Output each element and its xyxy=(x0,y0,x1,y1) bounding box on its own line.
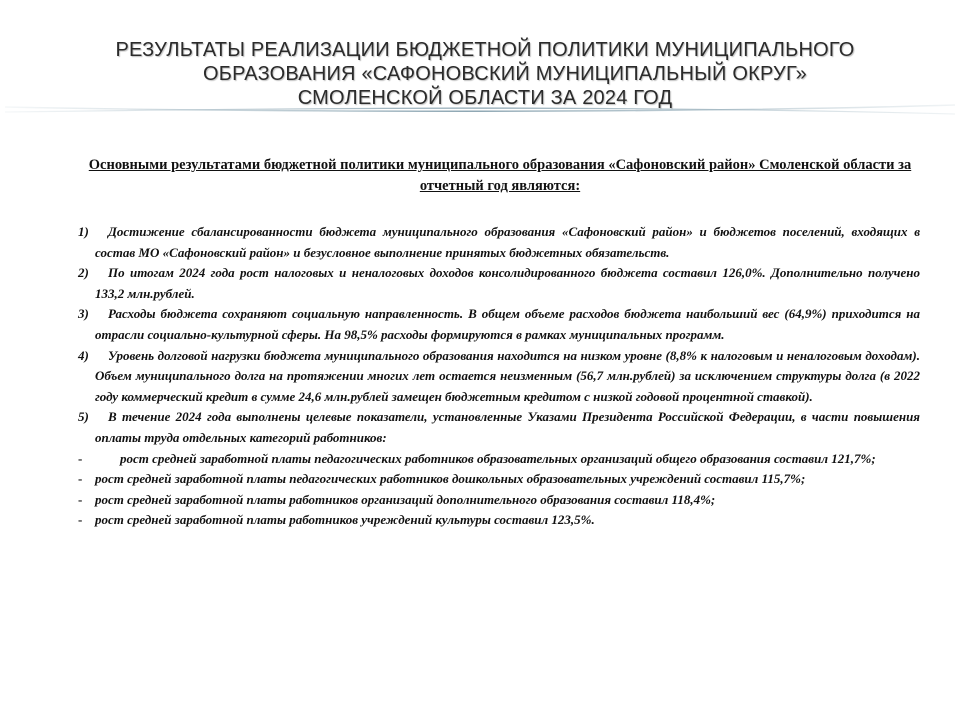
results-list xyxy=(78,222,920,531)
list-item xyxy=(78,407,920,448)
item-marker: - xyxy=(78,471,83,487)
slide-title xyxy=(60,38,910,110)
item-text: рост средней заработной платы педагогических работников дошкольных образовательных учреждений составил 115,7%; xyxy=(95,471,806,487)
item-marker: 5) xyxy=(78,409,89,425)
item-text: В течение 2024 года выполнены целевые показатели, установленные Указами Президента Российской Федерации, в части повышения оплаты труда отдельных категорий работников: xyxy=(95,409,920,445)
list-item xyxy=(78,469,920,490)
list-item xyxy=(78,490,920,511)
item-text: рост средней заработной платы педагогических работников образовательных организаций общего образования составил 121,7%; xyxy=(120,450,876,466)
item-marker: 1) xyxy=(78,224,89,239)
item-text: рост средней заработной платы работников организаций дополнительного образования составил 118,4%; xyxy=(95,491,716,507)
list-item xyxy=(78,263,920,304)
item-marker: 3) xyxy=(78,306,89,322)
list-item xyxy=(78,222,920,263)
item-marker: - xyxy=(78,512,83,528)
item-text: рост средней заработной платы работников учреждений культуры составил 123,5%. xyxy=(95,512,595,528)
list-item xyxy=(78,510,920,531)
title-line-3: СМОЛЕНСКОЙ ОБЛАСТИ ЗА 2024 ГОД xyxy=(297,87,673,109)
item-text: Расходы бюджета сохраняют социальную направленность. В общем объеме расходов бюджета наибольший вес (64,9%) приходится на отрасли социально-культурной сферы. На 98,5% расходы формируются в рамках муниципальных программ. xyxy=(95,306,920,342)
item-text: Уровень долговой нагрузки бюджета муниципального образования находится на низком уровне (8,8% к налоговым и неналоговым доходам). Объем муниципального долга на протяжении многих лет остается неизменным (56,7 млн.рублей) за исключением структуры долга (в 2022 году коммерческий кредит в сумме 24,6 млн.рублей замещен бюджетным кредитом с низкой годовой процентной ставкой). xyxy=(95,347,920,404)
title-line-2: ОБРАЗОВАНИЯ «САФОНОВСКИЙ МУНИЦИПАЛЬНЫЙ ОКРУГ» xyxy=(203,63,807,85)
item-text: По итогам 2024 года рост налоговых и неналоговых доходов консолидированного бюджета составил 126,0%. Дополнительно получено 133,2 млн.рублей. xyxy=(95,265,920,301)
item-marker: - xyxy=(78,491,83,507)
item-marker: 2) xyxy=(78,265,89,281)
title-line-1: РЕЗУЛЬТАТЫ РЕАЛИЗАЦИИ БЮДЖЕТНОЙ ПОЛИТИКИ МУНИЦИПАЛЬНОГО xyxy=(115,39,855,61)
item-marker: 4) xyxy=(78,347,89,363)
list-item xyxy=(78,449,920,470)
list-item xyxy=(78,346,920,408)
title-divider xyxy=(5,103,955,117)
subtitle: Основными результатами бюджетной политики муниципального образования «Сафоновский район» Смоленской области за отчетный год являются: xyxy=(88,157,912,194)
item-text: Достижение сбалансированности бюджета муниципального образования «Сафоновский район» и бюджетов поселений, входящих в состав МО «Сафоновский район» и безусловное выполнение принятых бюджетных обязательств. xyxy=(95,224,920,260)
item-marker: - xyxy=(78,450,83,466)
list-item xyxy=(78,304,920,345)
